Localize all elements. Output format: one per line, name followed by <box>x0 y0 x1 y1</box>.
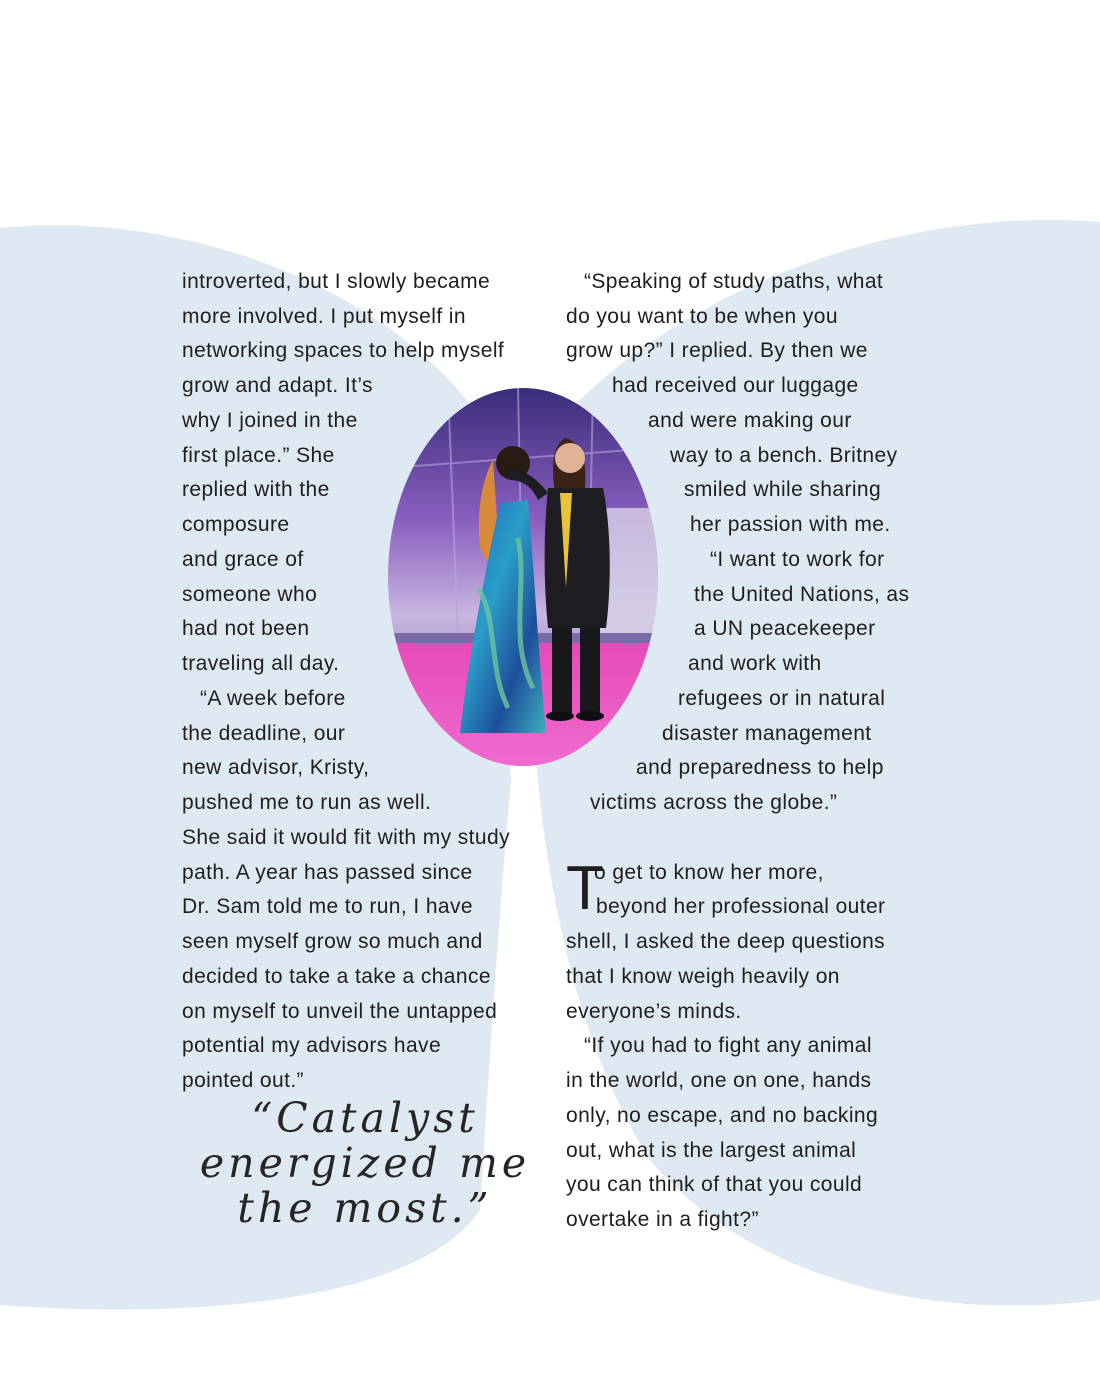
text-line: and work with <box>688 652 822 675</box>
pull-quote <box>180 1096 550 1231</box>
text-line: “I want to work for <box>710 548 885 571</box>
text-line: more involved. I put myself in <box>182 305 466 328</box>
text-line: the deadline, our <box>182 722 346 745</box>
text-line: only, no escape, and no backing <box>566 1104 879 1127</box>
text-line: overtake in a fight?” <box>566 1208 759 1231</box>
text-line: path. A year has passed since <box>182 861 473 884</box>
text-line: the United Nations, as <box>694 583 910 606</box>
text-line: “Speaking of study paths, what <box>584 270 884 293</box>
text-line: disaster management <box>662 722 872 745</box>
text-line: that I know weigh heavily on <box>566 965 840 988</box>
text-line: o get to know her more, <box>594 861 824 884</box>
text-line: in the world, one on one, hands <box>566 1069 872 1092</box>
text-line: networking spaces to help myself <box>182 339 505 362</box>
text-line: beyond her professional outer <box>596 895 886 918</box>
text-line: why I joined in the <box>182 409 358 432</box>
text-line: decided to take a take a chance <box>182 965 491 988</box>
text-line: potential my advisors have <box>182 1034 442 1057</box>
text-line: and grace of <box>182 548 304 571</box>
text-line: a UN peacekeeper <box>694 617 876 640</box>
text-line: out, what is the largest animal <box>566 1139 857 1162</box>
text-line: grow and adapt. It’s <box>182 374 373 397</box>
text-line: grow up?” I replied. By then we <box>566 339 868 362</box>
text-line: Dr. Sam told me to run, I have <box>182 895 473 918</box>
text-line: replied with the <box>182 478 330 501</box>
pull-quote-line: the most.” <box>237 1184 493 1232</box>
text-line: do you want to be when you <box>566 305 838 328</box>
text-line: new advisor, Kristy, <box>182 756 370 779</box>
text-line: on myself to unveil the untapped <box>182 1000 498 1023</box>
text-line: someone who <box>182 583 318 606</box>
pull-quote-line: “Catalyst <box>251 1094 479 1142</box>
text-line: had not been <box>182 617 310 640</box>
text-line: traveling all day. <box>182 652 340 675</box>
text-line: pushed me to run as well. <box>182 791 432 814</box>
text-line: shell, I asked the deep questions <box>566 930 886 953</box>
text-line: pointed out.” <box>182 1069 304 1092</box>
text-line: introverted, but I slowly became <box>182 270 491 293</box>
text-line: victims across the globe.” <box>590 791 838 814</box>
text-line: seen myself grow so much and <box>182 930 483 953</box>
text-line: had received our luggage <box>612 374 859 397</box>
text-line: smiled while sharing <box>684 478 882 501</box>
text-line: you can think of that you could <box>566 1173 863 1196</box>
pull-quote-line: energized me <box>199 1139 531 1187</box>
text-line: She said it would fit with my study <box>182 826 510 849</box>
text-line: first place.” She <box>182 444 335 467</box>
text-line: her passion with me. <box>690 513 891 536</box>
ceremony-photo <box>388 388 658 766</box>
text-line: way to a bench. Britney <box>670 444 898 467</box>
text-line: composure <box>182 513 290 536</box>
text-line: and were making our <box>648 409 852 432</box>
text-line: “If you had to fight any animal <box>584 1034 872 1057</box>
text-line: and preparedness to help <box>636 756 884 779</box>
drop-cap: T <box>566 854 604 923</box>
text-line: “A week before <box>200 687 346 710</box>
text-line: everyone’s minds. <box>566 1000 742 1023</box>
text-line: refugees or in natural <box>678 687 886 710</box>
